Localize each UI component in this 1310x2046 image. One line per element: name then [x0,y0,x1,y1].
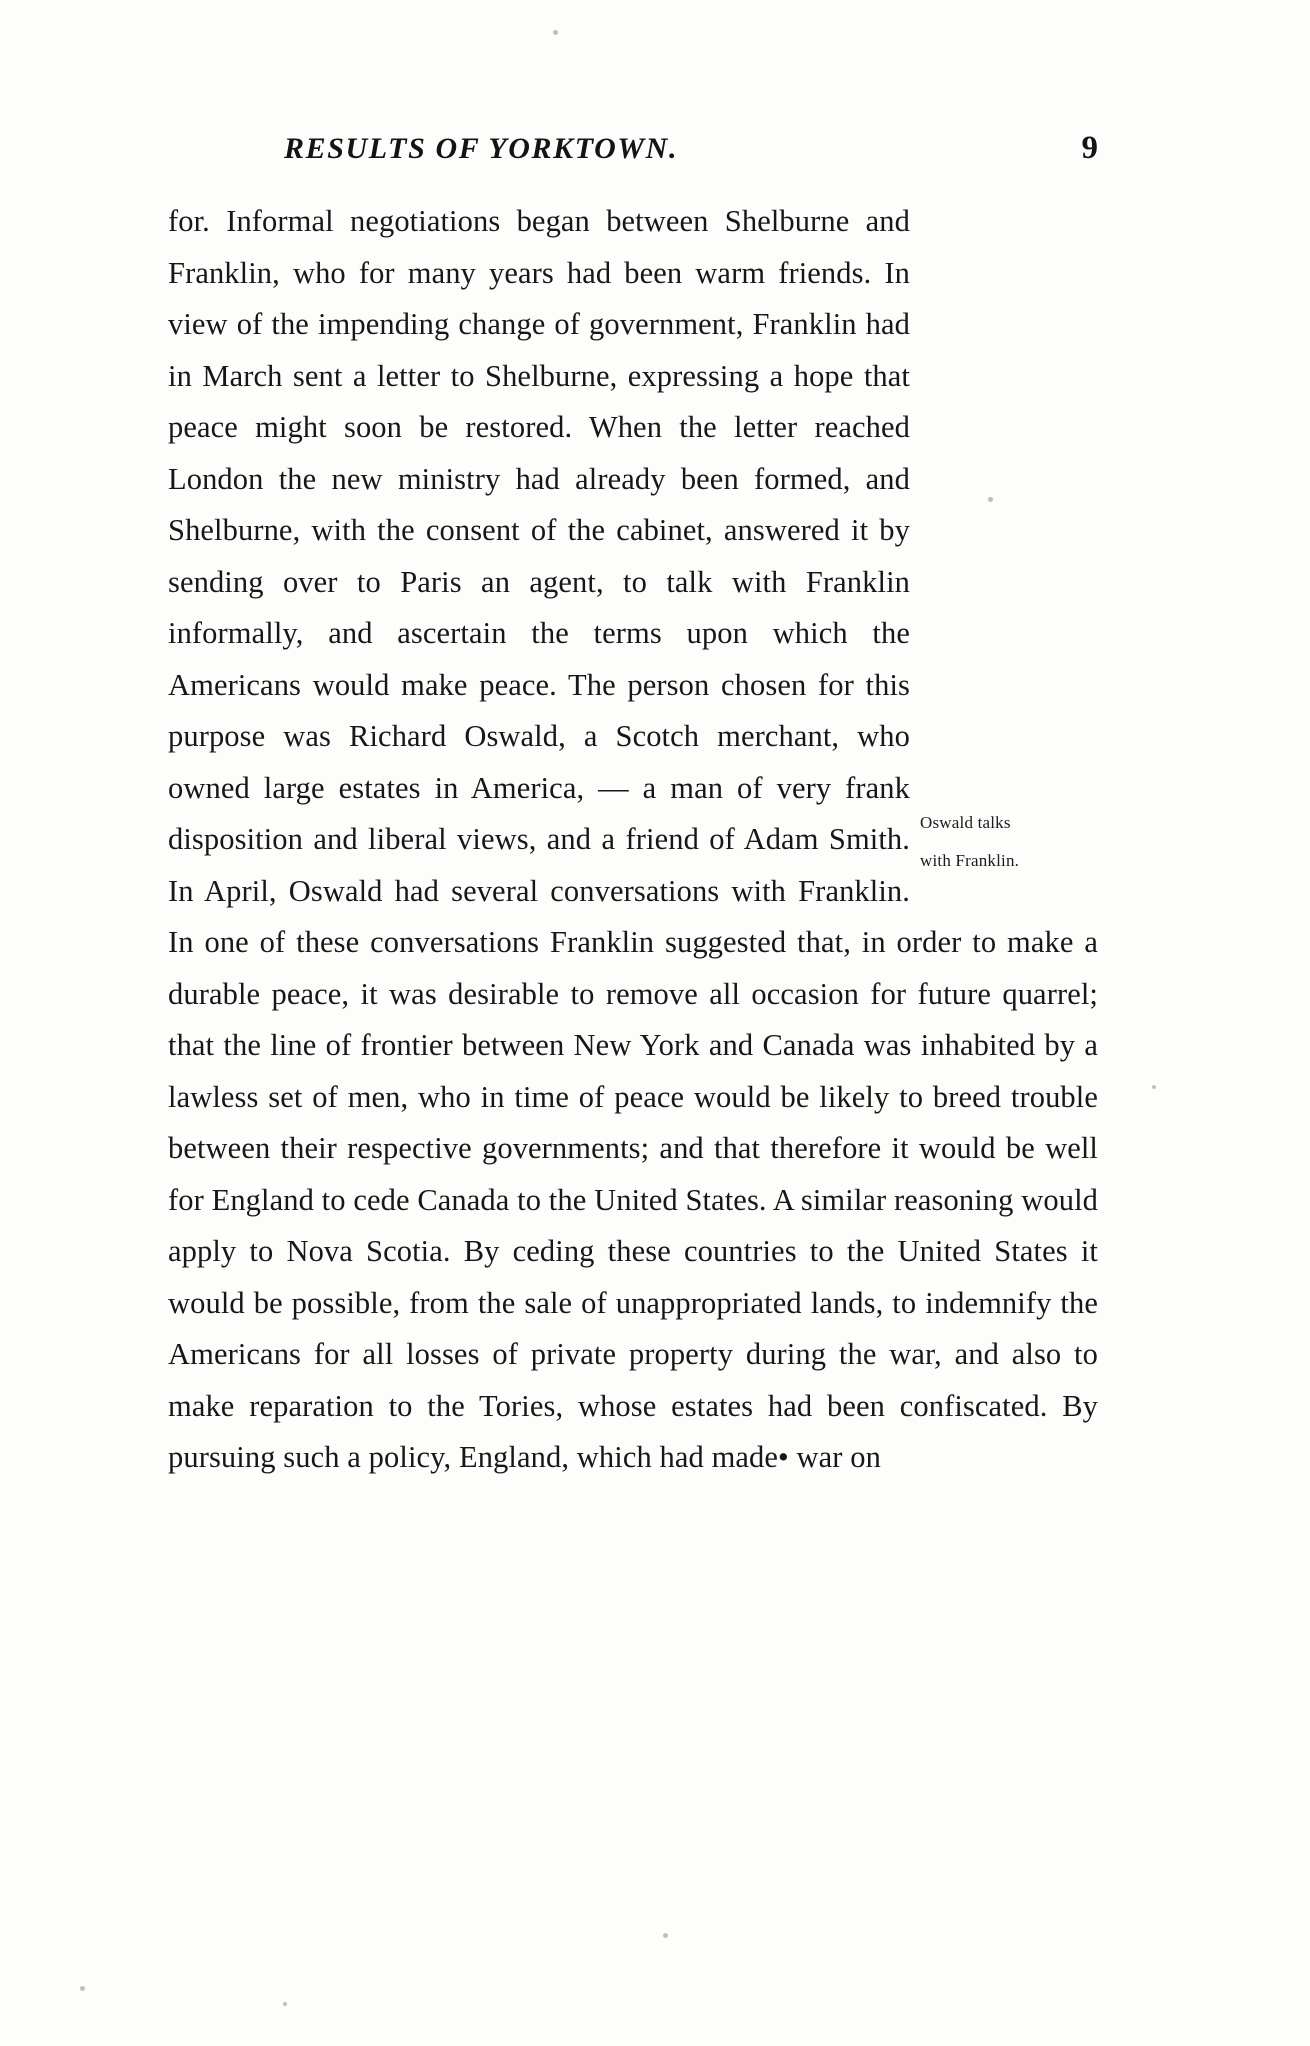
marginal-note-line-1: Oswald talks [920,813,1011,832]
page-header [168,130,1098,167]
body-paragraph: for. Informal negotiations began between Shelburne and Franklin, who for many years had been warm friends. In view of the impending change of government, Franklin had in March sent a letter to Shelburne, expressing a hope that peace might soon be restored. When the letter reached London the new ministry had already been formed, and Shelburne, with the consent of the cabinet, answered it by sending over to Paris an agent, to talk with Franklin informally, and ascertain the terms upon which the Americans would make peace. The person chosen for this purpose was Richard Oswald, a Scotch merchant, who owned large estates in America, — a man of very frank disposition and liberal views, and a friend of Adam Smith. In April, Oswald had several conversations with Franklin. In one of these conversations Franklin suggested that, in order to make a durable peace, it was desirable to remove all occasion for future quarrel; that the line of frontier between New York and Canada was inhabited by a lawless set of men, who in time of peace would be likely to breed trouble between their respective governments; and that therefore it would be well for England to cede Canada to the United States. A similar reasoning would apply to Nova Scotia. By ceding these countries to the United States it would be possible, from the sale of unappropriated lands, to indemnify the Americans for all losses of private property during the war, and also to make reparation to the Tories, whose estates had been confiscated. By pursuing such a policy, England, which had made• war on [168,204,1098,1474]
body-text-block [168,196,1098,1484]
page-speck [1152,1085,1156,1089]
page-speck [988,497,993,502]
running-head: RESULTS OF YORKTOWN. [284,132,679,165]
page-speck [80,1986,85,1991]
page-speck [663,1933,668,1938]
page-number: 9 [1081,130,1098,166]
page-speck [553,30,558,35]
marginal-note-line-2: with Franklin. [920,851,1020,870]
page-speck [283,2002,287,2006]
marginal-note [920,196,1098,880]
